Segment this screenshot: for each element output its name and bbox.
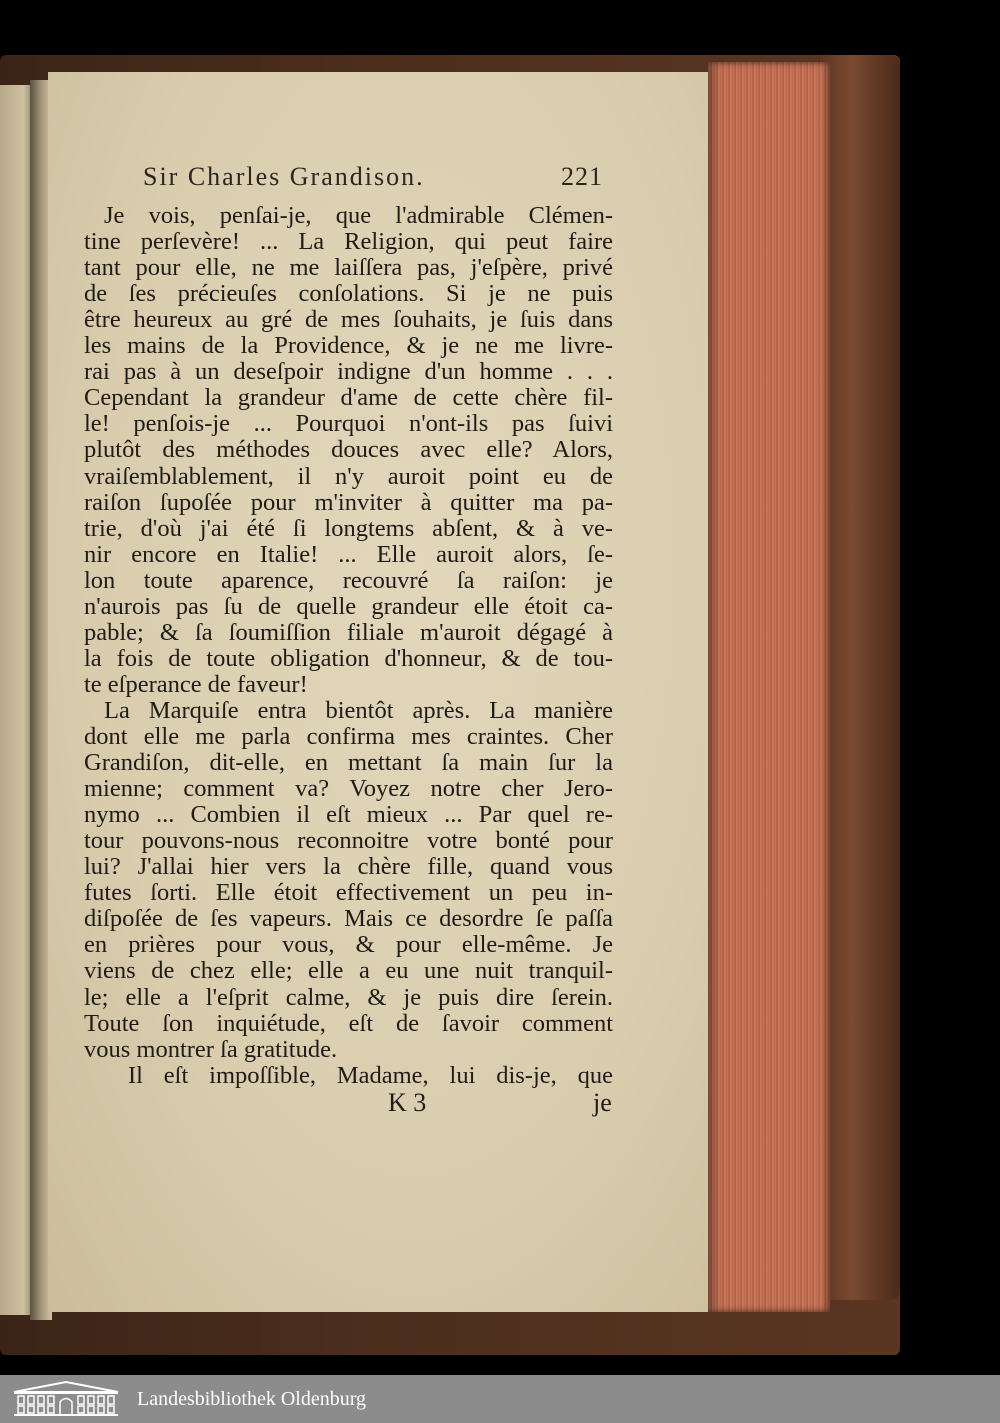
running-title: Sir Charles Grandison.	[143, 162, 425, 191]
text-line: diſpoſée de ſes vapeurs. Mais ce desordre ſe paſſa	[84, 905, 613, 933]
text-line: plutôt des méthodes douces avec elle? Alors,	[84, 436, 613, 464]
text-line: n'aurois pas ſu de quelle grandeur elle étoit ca-	[84, 592, 613, 620]
signature-mark: K 3	[388, 1088, 427, 1117]
library-name: Landesbibliothek Oldenburg	[137, 1388, 367, 1410]
text-line: vous montrer ſa gratitude.	[84, 1035, 338, 1063]
text-line: les mains de la Providence, & je ne me livre-	[84, 332, 613, 360]
text-line: lui? J'allai hier vers la chère fille, quand vous	[84, 853, 613, 881]
book-cover-edge	[820, 55, 900, 1300]
text-line: tine perſevère! ... La Religion, qui peut faire	[84, 228, 613, 256]
text-line: Je vois, penſai-je, que l'admirable Clémen-	[104, 202, 613, 229]
text-line: tant pour elle, ne me laiſſera pas, j'eſpère, privé	[84, 254, 613, 282]
text-line: la fois de toute obligation d'honneur, & de tou-	[84, 644, 613, 672]
text-line: futes ſorti. Elle étoit effectivement un peu in-	[84, 879, 613, 907]
text-line: en prières pour vous, & pour elle-même. Je	[84, 931, 613, 959]
text-line: mienne; comment va? Voyez notre cher Jero-	[84, 775, 613, 803]
text-line: de ſes précieuſes conſolations. Si je ne puis	[84, 280, 613, 308]
text-line: nir encore en Italie! ... Elle auroit alors, ſe-	[84, 540, 613, 568]
page-number: 221	[561, 162, 603, 191]
text-line: Il eſt impoſſible, Madame, lui dis-je, que	[128, 1061, 613, 1089]
page-fore-edge	[708, 62, 830, 1312]
text-line: lon toute aparence, recouvré ſa raiſon: je	[84, 566, 613, 594]
text-line: vraiſemblablement, il n'y auroit point eu de	[84, 462, 613, 490]
text-line: trie, d'où j'ai été ſi longtems abſent, & à ve-	[84, 514, 613, 542]
text-line: La Marquiſe entra bientôt après. La manière	[104, 696, 613, 724]
library-building-icon	[10, 1380, 122, 1418]
catchword: je	[593, 1088, 612, 1117]
text-line: Cependant la grandeur d'ame de cette chère fil-	[84, 384, 613, 412]
left-page-sliver	[0, 85, 34, 1315]
text-line: pable; & ſa ſoumiſſion filiale m'auroit dégagé à	[84, 618, 613, 646]
text-line: le; elle a l'eſprit calme, & je puis dire ſerein.	[84, 983, 613, 1011]
text-line: Grandiſon, dit-elle, en mettant ſa main ſur la	[84, 749, 613, 777]
running-header	[143, 162, 603, 202]
text-line: viens de chez elle; elle a eu une nuit tranquil-	[84, 957, 613, 985]
text-line: te eſperance de faveur!	[84, 670, 308, 698]
text-line: rai pas à un deseſpoir indigne d'un homme . . .	[84, 358, 613, 386]
text-line: raiſon ſupoſée pour m'inviter à quitter ma pa-	[84, 488, 613, 516]
text-line: dont elle me parla confirma mes craintes. Cher	[84, 723, 613, 750]
text-line: le! penſois-je ... Pourquoi n'ont-ils pas ſuivi	[84, 410, 613, 438]
text-line: être heureux au gré de mes ſouhaits, je ſuis dans	[84, 306, 613, 334]
text-line: Toute ſon inquiétude, eſt de ſavoir comment	[84, 1009, 613, 1037]
text-line: nymo ... Combien il eſt mieux ... Par quel re-	[84, 801, 613, 829]
text-line: tour pouvons-nous reconnoitre votre bonté pour	[84, 827, 613, 855]
footer-banner	[0, 1375, 1000, 1423]
